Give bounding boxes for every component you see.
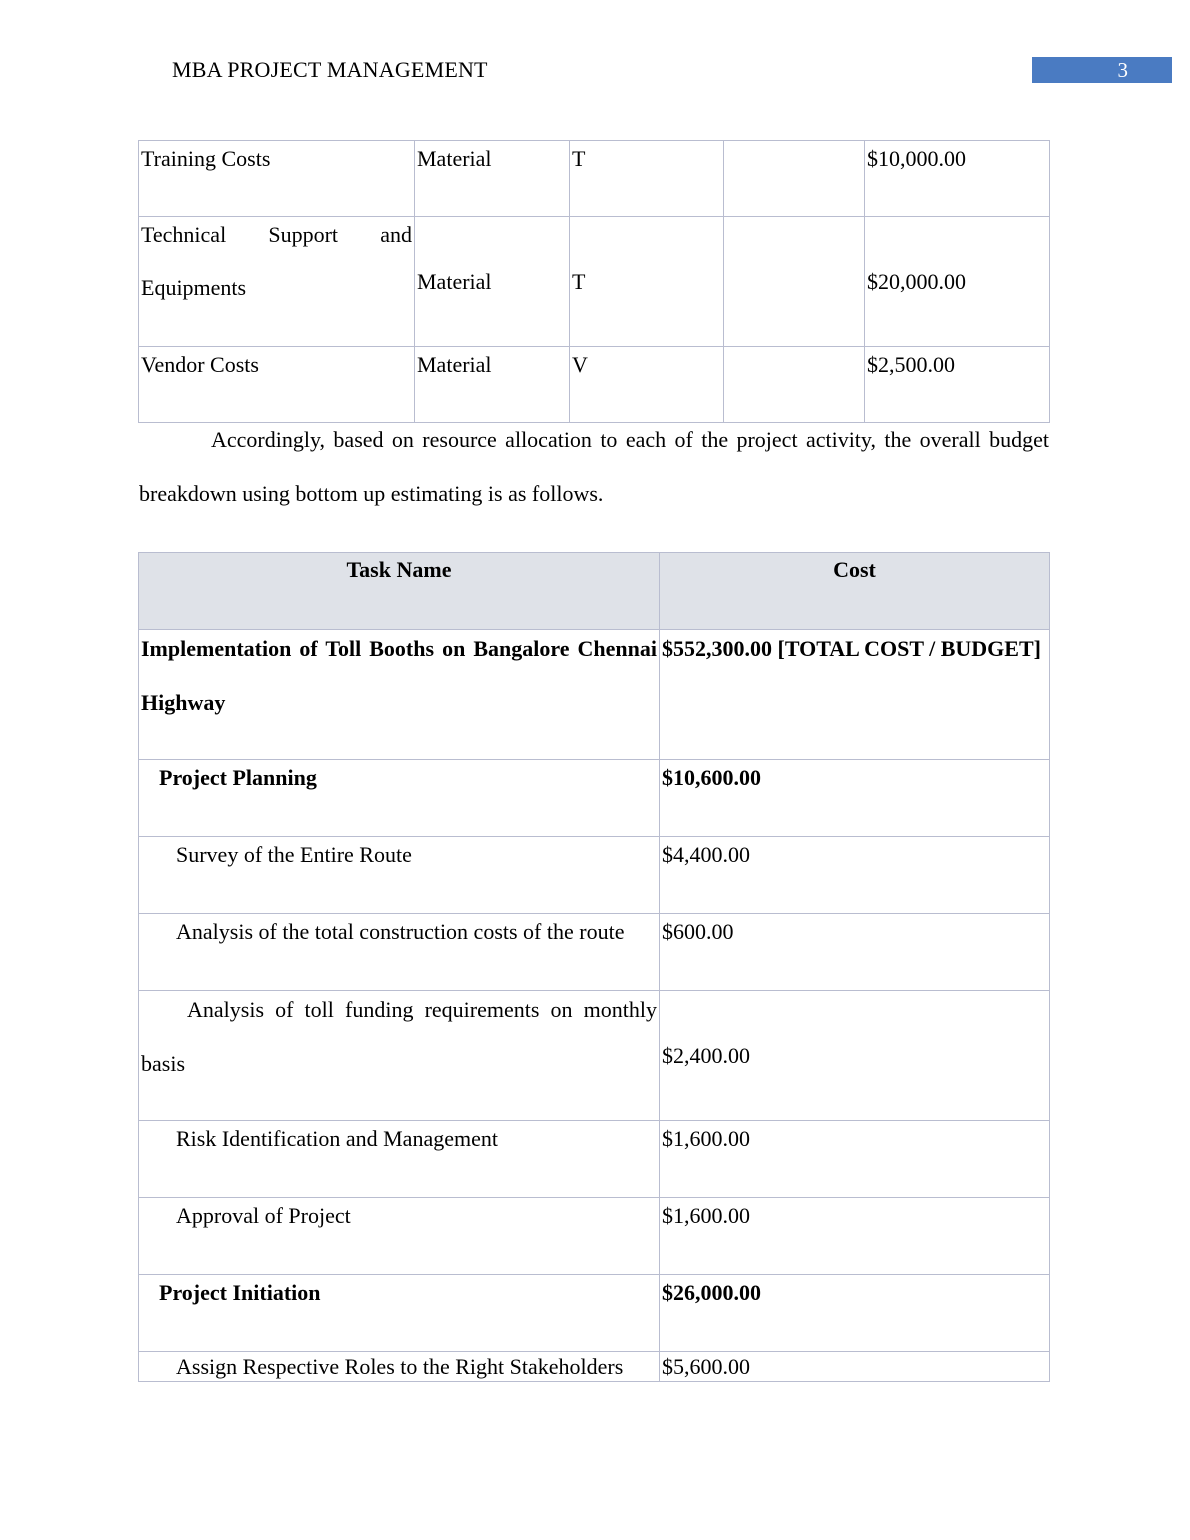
- table-row: [139, 217, 1050, 347]
- resource-type: Material: [415, 217, 570, 347]
- page-number: 3: [1032, 57, 1172, 83]
- task-cost: $26,000.00: [660, 1275, 1050, 1352]
- resource-initial: T: [570, 141, 724, 217]
- resource-type: Material: [415, 347, 570, 423]
- task-name: Assign Respective Roles to the Right Stakeholders: [139, 1352, 660, 1382]
- task-cost: $4,400.00: [660, 837, 1050, 914]
- word: Technical: [141, 222, 227, 247]
- task-name: Risk Identification and Management: [139, 1121, 660, 1198]
- table-row: [139, 760, 1050, 837]
- table-header-row: [139, 553, 1050, 630]
- task-cost: $1,600.00: [660, 1121, 1050, 1198]
- table-row: [139, 1198, 1050, 1275]
- resource-name-line1: [141, 222, 414, 248]
- task-name: Survey of the Entire Route: [139, 837, 660, 914]
- cost-text: $552,300.00 [TOTAL COST / BUDGET]: [662, 636, 1041, 661]
- resource-name: Training Costs: [139, 141, 415, 217]
- task-name: [139, 630, 660, 760]
- table-row: [139, 1275, 1050, 1352]
- resource-initial: T: [570, 217, 724, 347]
- column-header-task: Task Name: [139, 553, 660, 630]
- task-text: Analysis of toll funding requirements on monthly basis: [141, 997, 657, 1076]
- resource-cost: $2,500.00: [865, 347, 1050, 423]
- resource-blank: [724, 217, 865, 347]
- table-row: [139, 837, 1050, 914]
- table-row: [139, 630, 1050, 760]
- word: Support: [268, 222, 339, 247]
- resource-name-line2: Equipments: [141, 275, 247, 300]
- task-name: Approval of Project: [139, 1198, 660, 1275]
- task-cost: $1,600.00: [660, 1198, 1050, 1275]
- resource-blank: [724, 141, 865, 217]
- resource-name: Vendor Costs: [139, 347, 415, 423]
- resource-initial: V: [570, 347, 724, 423]
- resource-type: Material: [415, 141, 570, 217]
- task-name: [139, 991, 660, 1121]
- task-cost: $600.00: [660, 914, 1050, 991]
- table-row: [139, 347, 1050, 423]
- task-name: Project Planning: [139, 760, 660, 837]
- table-row: [139, 914, 1050, 991]
- resource-name: [139, 217, 415, 347]
- task-cost: $5,600.00: [660, 1352, 1050, 1382]
- task-name: Analysis of the total construction costs of the route: [139, 914, 660, 991]
- resource-cost: $20,000.00: [865, 217, 1050, 347]
- word: and: [380, 222, 412, 247]
- table-row: [139, 991, 1050, 1121]
- task-text: Implementation of Toll Booths on Bangalore Chennai Highway: [141, 636, 657, 715]
- resource-cost: $10,000.00: [865, 141, 1050, 217]
- task-cost: [660, 630, 1050, 760]
- task-cost: $10,600.00: [660, 760, 1050, 837]
- resource-table: [138, 140, 1050, 423]
- budget-table: [138, 552, 1050, 1382]
- task-cost: $2,400.00: [660, 991, 1050, 1121]
- task-name: Project Initiation: [139, 1275, 660, 1352]
- table-row: [139, 141, 1050, 217]
- table-row: [139, 1352, 1050, 1382]
- column-header-cost: Cost: [660, 553, 1050, 630]
- resource-blank: [724, 347, 865, 423]
- table-row: [139, 1121, 1050, 1198]
- running-header-title: MBA PROJECT MANAGEMENT: [172, 57, 488, 82]
- body-paragraph: Accordingly, based on resource allocation to each of the project activity, the overall budget breakdown using bottom up estimating is as follows.: [139, 427, 1049, 506]
